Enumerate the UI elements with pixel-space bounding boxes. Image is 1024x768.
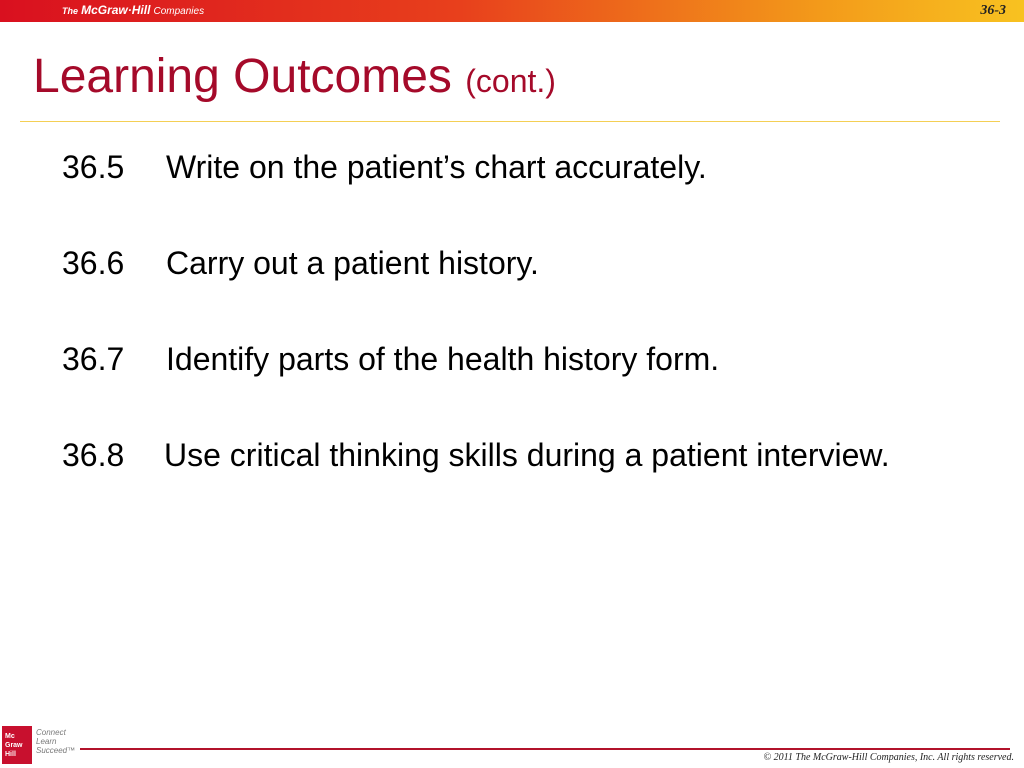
outcome-number: 36.6 xyxy=(62,245,125,281)
outcome-text: Write on the patient’s chart accurately. xyxy=(166,149,707,185)
outcome-item xyxy=(62,148,962,186)
outcomes-list xyxy=(62,148,962,532)
outcome-item xyxy=(62,244,962,282)
tagline-learn: Learn xyxy=(36,737,57,746)
slide-number: 36-3 xyxy=(980,3,1006,18)
outcome-text: Use critical thinking skills during a patient interview. xyxy=(164,437,890,473)
slide-title xyxy=(33,47,556,111)
tagline-connect: Connect xyxy=(36,728,66,737)
title-divider xyxy=(20,121,1000,122)
outcome-item xyxy=(62,436,962,474)
logo-line: Graw xyxy=(5,742,23,749)
tagline-succeed: Succeed™ xyxy=(36,746,76,755)
copyright-notice: © 2011 The McGraw-Hill Companies, Inc. All rights reserved. xyxy=(763,752,1014,763)
top-banner xyxy=(0,0,1024,22)
slide-title-sub: (cont.) xyxy=(465,63,556,99)
brand-name: McGraw·Hill xyxy=(81,3,151,17)
brand-logo-text xyxy=(62,3,204,17)
tagline xyxy=(36,728,96,755)
outcome-text: Carry out a patient history. xyxy=(166,245,539,281)
outcome-number: 36.5 xyxy=(62,149,125,185)
logo-line: Mc xyxy=(5,733,15,740)
outcome-number: 36.8 xyxy=(62,437,125,473)
mcgraw-hill-logo xyxy=(2,726,32,764)
slide-title-main: Learning Outcomes xyxy=(33,50,452,103)
brand-companies: Companies xyxy=(153,6,205,17)
outcome-item xyxy=(62,340,962,378)
outcome-text: Identify parts of the health history form. xyxy=(166,341,720,377)
footer-divider xyxy=(80,748,1010,750)
brand-the: The xyxy=(62,6,79,16)
outcome-number: 36.7 xyxy=(62,341,125,377)
logo-line: Hill xyxy=(5,751,16,758)
